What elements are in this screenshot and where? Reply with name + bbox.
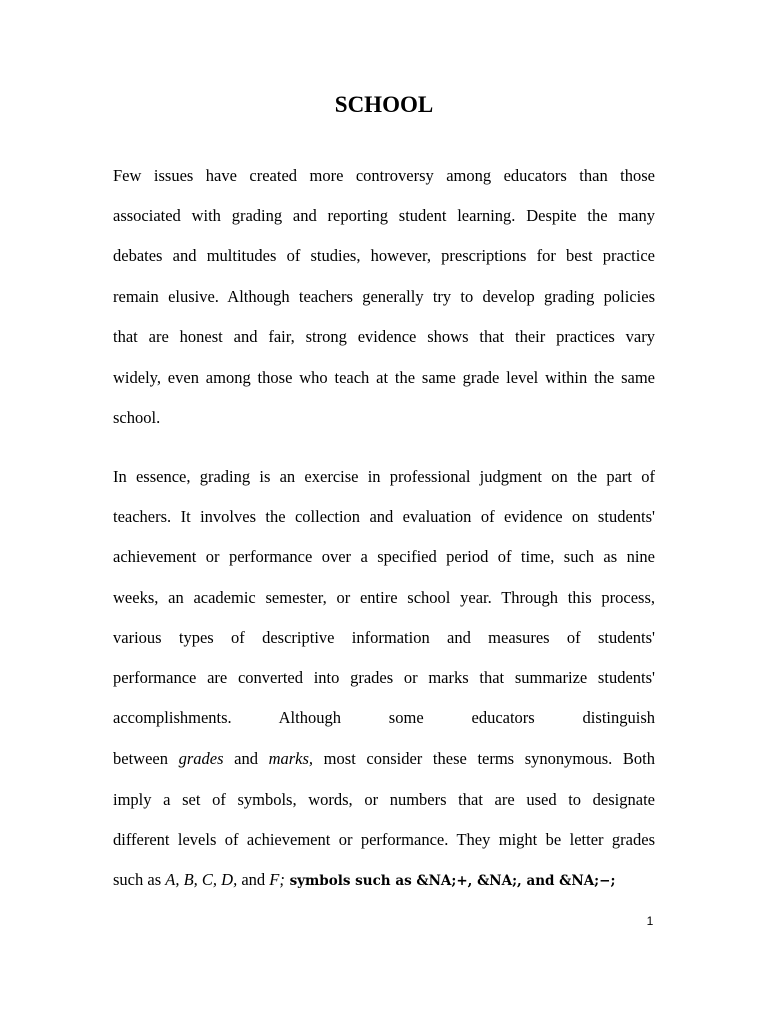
- paragraph-line: that are honest and fair, strong evidence shows that their practices vary: [113, 327, 655, 346]
- paragraph-line: debates and multitudes of studies, however, prescriptions for best practice: [113, 246, 655, 265]
- paragraph-line: In essence, grading is an exercise in professional judgment on the part of: [113, 467, 655, 486]
- text-run: between: [113, 749, 179, 768]
- paragraph-line: achievement or performance over a specified period of time, such as nine: [113, 547, 655, 566]
- italic-term-grades: grades: [178, 749, 224, 768]
- text-run: and: [237, 870, 270, 889]
- paragraph-line: various types of descriptive information and measures of students': [113, 628, 655, 647]
- italic-letter-f: F;: [269, 870, 285, 889]
- paragraph-line: [113, 870, 655, 891]
- paragraph-line: remain elusive. Although teachers generally try to develop grading policies: [113, 287, 655, 306]
- paragraph-line: accomplishments. Although some educators distinguish: [113, 708, 655, 727]
- paragraph-line: school.: [113, 408, 161, 427]
- paragraph-line: widely, even among those who teach at the same grade level within the same: [113, 368, 655, 387]
- italic-term-marks: marks,: [268, 749, 314, 768]
- paragraph-line: associated with grading and reporting student learning. Despite the many: [113, 206, 655, 225]
- text-run: and: [223, 749, 269, 768]
- text-run: most consider these terms synonymous. Both: [313, 749, 655, 768]
- italic-letter-grades: A, B, C, D,: [165, 870, 238, 889]
- paragraph-line: imply a set of symbols, words, or numbers that are used to designate: [113, 790, 655, 809]
- paragraph-line: Few issues have created more controversy among educators than those: [113, 166, 655, 185]
- paragraph-line: performance are converted into grades or marks that summarize students': [113, 668, 655, 687]
- paragraph-line: [113, 749, 655, 769]
- paragraph-line: teachers. It involves the collection and evaluation of evidence on students': [113, 507, 655, 526]
- document-title: SCHOOL: [334, 92, 434, 117]
- paragraph-line: weeks, an academic semester, or entire school year. Through this process,: [113, 588, 655, 607]
- page-number: 1: [646, 914, 654, 928]
- paragraph-line: different levels of achievement or performance. They might be letter grades: [113, 830, 655, 849]
- text-run: such as: [113, 870, 166, 889]
- bold-symbols-run: symbols such as &NA;+, &NA;, and &NA;−;: [284, 873, 616, 889]
